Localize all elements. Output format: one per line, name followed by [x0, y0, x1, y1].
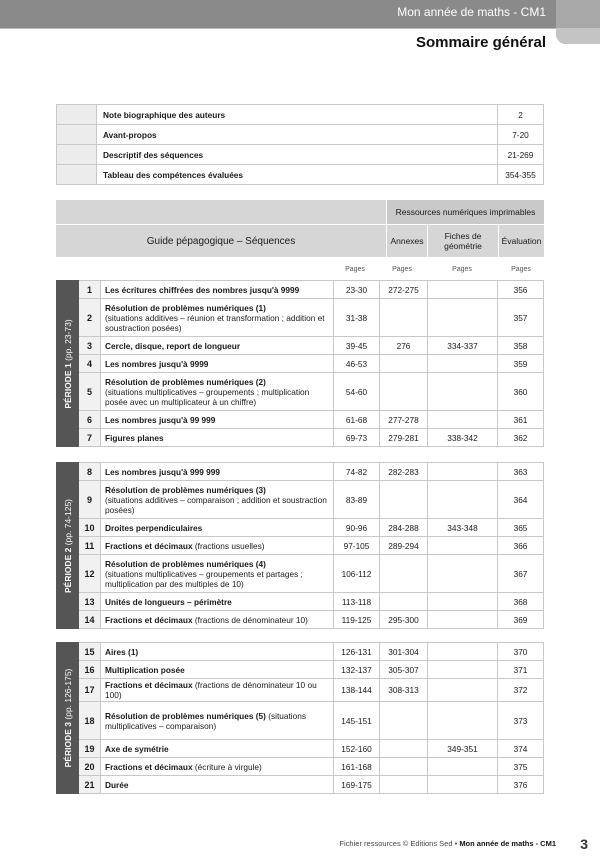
pages-label: Pages: [452, 266, 472, 273]
sequence-title-cell: [101, 776, 334, 794]
sequence-geometry: [428, 702, 498, 740]
sequence-title-cell: [101, 481, 334, 519]
sequence-title: Unités de longueurs – périmètre: [105, 596, 232, 607]
sequence-title-cell: [101, 411, 334, 429]
sequence-title: Les nombres jusqu'à 99 999: [105, 414, 216, 425]
sequence-annexes: [380, 593, 428, 611]
sequence-geometry: [428, 355, 498, 373]
sequence-evaluation: 358: [498, 337, 544, 355]
sequence-annexes: 301-304: [380, 643, 428, 661]
sequence-title-cell: [101, 740, 334, 758]
sequence-number: 12: [79, 555, 101, 593]
intro-label: Descriptif des séquences: [97, 145, 498, 165]
sequence-evaluation: 374: [498, 740, 544, 758]
sequence-pages: 69-73: [334, 429, 380, 447]
sequence-title-cell: [101, 281, 334, 299]
sequence-title: Figures planes: [105, 432, 164, 443]
sequence-annexes: 282-283: [380, 463, 428, 481]
footer-text: Fichier ressources © Editions Sed •: [339, 839, 458, 848]
sequence-annexes: 289-294: [380, 537, 428, 555]
sequence-evaluation: 373: [498, 702, 544, 740]
sequence-number: 14: [79, 611, 101, 629]
sequence-evaluation: 376: [498, 776, 544, 794]
sequence-title-cell: [101, 355, 334, 373]
sequence-number: 15: [79, 643, 101, 661]
sequence-pages: 61-68: [334, 411, 380, 429]
sequence-annexes: 272-275: [380, 281, 428, 299]
sequence-number: 17: [79, 679, 101, 702]
intro-label: Tableau des compétences évaluées: [97, 165, 498, 185]
sequence-title-cell: [101, 537, 334, 555]
sequence-row: [57, 661, 544, 679]
sequence-row: [57, 537, 544, 555]
sequence-geometry: 349-351: [428, 740, 498, 758]
sequence-geometry: [428, 679, 498, 702]
sequence-table: [56, 280, 544, 447]
sequence-pages: 138-144: [334, 679, 380, 702]
sequence-number: 1: [79, 281, 101, 299]
sequence-evaluation: 367: [498, 555, 544, 593]
sequence-row: [57, 643, 544, 661]
sequence-evaluation: 356: [498, 281, 544, 299]
sequence-annexes: [380, 355, 428, 373]
sequence-title-cell: [101, 679, 334, 702]
sequence-title-cell: [101, 661, 334, 679]
sequence-title: Multiplication posée: [105, 664, 185, 675]
sequence-table: [56, 462, 544, 629]
sequence-pages: 54-60: [334, 373, 380, 411]
annexes-header: Annexes: [387, 225, 427, 257]
sequence-pages: 113-118: [334, 593, 380, 611]
sequence-evaluation: 363: [498, 463, 544, 481]
sequence-evaluation: 365: [498, 519, 544, 537]
sequence-geometry: [428, 463, 498, 481]
sequence-title-cell: [101, 702, 334, 740]
sequence-evaluation: 370: [498, 643, 544, 661]
sequence-title-cell: [101, 373, 334, 411]
period-range: (pp. 23-73): [62, 318, 73, 361]
period-3-block: [56, 642, 544, 794]
sequence-annexes: [380, 702, 428, 740]
sequence-geometry: [428, 299, 498, 337]
sequence-title: Les nombres jusqu'à 9999: [105, 358, 209, 369]
sequence-geometry: 338-342: [428, 429, 498, 447]
sequence-geometry: [428, 758, 498, 776]
intro-pages: 2: [498, 105, 544, 125]
sequence-subtitle: (situations multiplicatives – groupements et partages ; multiplication par des multiples de 10): [105, 568, 303, 589]
sequence-geometry: [428, 373, 498, 411]
sequence-evaluation: 368: [498, 593, 544, 611]
intro-row: [57, 145, 544, 165]
sequence-row: [57, 519, 544, 537]
sequence-title: Les nombres jusqu'à 999 999: [105, 466, 220, 477]
sequence-title: Fractions et décimaux: [105, 761, 193, 772]
sequence-table: [56, 642, 544, 794]
intro-row: [57, 125, 544, 145]
sequence-geometry: [428, 776, 498, 794]
intro-label: Avant-propos: [97, 125, 498, 145]
sequence-pages: 90-96: [334, 519, 380, 537]
sequence-number: 11: [79, 537, 101, 555]
sequence-annexes: 279-281: [380, 429, 428, 447]
corner-tab: [556, 0, 600, 44]
sequence-geometry: [428, 537, 498, 555]
sequence-evaluation: 357: [498, 299, 544, 337]
sequence-pages: 83-89: [334, 481, 380, 519]
sequence-geometry: [428, 411, 498, 429]
sequence-title-cell: [101, 519, 334, 537]
sequence-subtitle: (fractions de dénominateur 10 ou 100): [105, 680, 317, 700]
sequence-pages: 119-125: [334, 611, 380, 629]
sequence-annexes: [380, 299, 428, 337]
sequence-evaluation: 364: [498, 481, 544, 519]
sequence-number: 21: [79, 776, 101, 794]
sequence-title-cell: [101, 299, 334, 337]
sequence-annexes: 295-300: [380, 611, 428, 629]
evaluation-header: Évaluation: [499, 225, 544, 257]
sequence-title: Fractions et décimaux: [105, 540, 193, 551]
pages-label-row: [56, 264, 544, 278]
sequence-annexes: [380, 373, 428, 411]
sequence-title: Droites perpendiculaires: [105, 522, 203, 533]
sequence-row: [57, 429, 544, 447]
sequence-row: [57, 481, 544, 519]
intro-row: [57, 165, 544, 185]
sequence-pages: 23-30: [334, 281, 380, 299]
sequence-subtitle: (situations additives – comparaison ; addition et soustraction posées): [105, 494, 327, 515]
sequence-number: 7: [79, 429, 101, 447]
period-name: PÉRIODE 1: [62, 362, 73, 409]
sequence-row: [57, 611, 544, 629]
sequence-evaluation: 360: [498, 373, 544, 411]
sequence-geometry: [428, 611, 498, 629]
sequence-evaluation: 366: [498, 537, 544, 555]
pages-label: Pages: [511, 266, 531, 273]
header-rule: [0, 28, 556, 29]
sequence-title: Fractions et décimaux: [105, 680, 193, 690]
page-title: Sommaire général: [415, 34, 546, 51]
sequence-title: Cercle, disque, report de longueur: [105, 340, 241, 351]
page-number: 3: [580, 836, 588, 852]
period-range: (pp. 126-175): [62, 668, 73, 720]
sequence-number: 13: [79, 593, 101, 611]
period-name: PÉRIODE 2: [62, 547, 73, 593]
sequence-geometry: 334-337: [428, 337, 498, 355]
sequence-row: [57, 555, 544, 593]
sequence-subtitle: (écriture à virgule): [194, 761, 262, 772]
sequence-number: 18: [79, 702, 101, 740]
sequence-subtitle: (fractions de dénominateur 10): [194, 614, 308, 625]
period-range: (pp. 74-125): [62, 498, 73, 545]
footer-brand: Mon année de maths - CM1: [459, 839, 556, 848]
sequence-evaluation: 371: [498, 661, 544, 679]
sequence-pages: 74-82: [334, 463, 380, 481]
sequence-annexes: [380, 758, 428, 776]
sequence-annexes: 284-288: [380, 519, 428, 537]
sequence-number: 6: [79, 411, 101, 429]
sequence-title: Résolution de problèmes numériques (4): [105, 558, 266, 569]
guide-header: Guide pépagogique – Séquences: [56, 225, 386, 257]
sequence-title: Résolution de problèmes numériques (2): [105, 376, 266, 387]
sequence-row: [57, 411, 544, 429]
sequence-annexes: [380, 740, 428, 758]
sequence-subtitle: (situations multiplicatives – comparaison): [105, 710, 307, 731]
period-side-label: [57, 281, 79, 447]
sequence-geometry: [428, 593, 498, 611]
intro-label: Note biographique des auteurs: [97, 105, 498, 125]
book-title: Mon année de maths - CM1: [397, 5, 546, 19]
sequence-annexes: [380, 555, 428, 593]
sequence-title-cell: [101, 463, 334, 481]
sequence-evaluation: 362: [498, 429, 544, 447]
sequence-annexes: [380, 776, 428, 794]
sequence-row: [57, 355, 544, 373]
sequence-pages: 39-45: [334, 337, 380, 355]
intro-pages: 354-355: [498, 165, 544, 185]
sequence-pages: 161-168: [334, 758, 380, 776]
period-side-label: [57, 463, 79, 629]
sequence-pages: 169-175: [334, 776, 380, 794]
sequence-title: Durée: [105, 779, 129, 790]
sequence-pages: 126-131: [334, 643, 380, 661]
sequence-row: [57, 758, 544, 776]
sequence-annexes: 308-313: [380, 679, 428, 702]
sequence-subtitle: (situations multiplicatives – groupements ; multiplication posée avec un multiplicateur à un chiffre): [105, 386, 310, 407]
sequence-geometry: [428, 661, 498, 679]
sequence-pages: 145-151: [334, 702, 380, 740]
sequence-subtitle: (fractions usuelles): [194, 540, 265, 551]
sequence-number: 16: [79, 661, 101, 679]
sequence-title-cell: [101, 611, 334, 629]
sequence-title: Résolution de problèmes numériques (1): [105, 302, 266, 313]
intro-table: [56, 104, 544, 185]
pages-label: Pages: [345, 266, 365, 273]
sequence-number: 2: [79, 299, 101, 337]
sequence-number: 3: [79, 337, 101, 355]
sequence-geometry: [428, 481, 498, 519]
sequence-row: [57, 702, 544, 740]
sequence-evaluation: 369: [498, 611, 544, 629]
sequence-annexes: 305-307: [380, 661, 428, 679]
resources-header: Ressources numériques imprimables: [387, 200, 544, 224]
sequence-number: 8: [79, 463, 101, 481]
sequence-annexes: [380, 481, 428, 519]
sequence-number: 10: [79, 519, 101, 537]
sequence-number: 19: [79, 740, 101, 758]
sequence-pages: 97-105: [334, 537, 380, 555]
sequence-annexes: 277-278: [380, 411, 428, 429]
sequence-row: [57, 373, 544, 411]
period-2-block: [56, 462, 544, 629]
sequence-pages: 152-160: [334, 740, 380, 758]
sequence-evaluation: 375: [498, 758, 544, 776]
sequence-row: [57, 299, 544, 337]
sequence-row: [57, 679, 544, 702]
sequence-number: 9: [79, 481, 101, 519]
pages-label: Pages: [392, 266, 412, 273]
sequence-row: [57, 740, 544, 758]
sequence-row: [57, 463, 544, 481]
sequence-title: Aires (1): [105, 646, 139, 657]
intro-row: [57, 105, 544, 125]
sequence-pages: 132-137: [334, 661, 380, 679]
sequence-title-cell: [101, 429, 334, 447]
sequence-title: Résolution de problèmes numériques (3): [105, 484, 266, 495]
sequence-title: Résolution de problèmes numériques (5): [105, 710, 266, 721]
sequence-row: [57, 337, 544, 355]
period-side-label: [57, 643, 79, 794]
sequence-title-cell: [101, 643, 334, 661]
sequence-number: 5: [79, 373, 101, 411]
sequence-pages: 46-53: [334, 355, 380, 373]
sequence-row: [57, 776, 544, 794]
sequence-pages: 106-112: [334, 555, 380, 593]
table-header-row-1: [56, 200, 544, 224]
fiches-header: Fiches de géométrie: [428, 225, 498, 257]
sequence-geometry: [428, 643, 498, 661]
footer: [339, 839, 556, 848]
sequence-title: Axe de symétrie: [105, 743, 169, 754]
sequence-geometry: 343-348: [428, 519, 498, 537]
sequence-pages: 31-38: [334, 299, 380, 337]
period-1-block: [56, 280, 544, 447]
sequence-geometry: [428, 281, 498, 299]
table-header-row-2: [56, 225, 544, 257]
sequence-title-cell: [101, 337, 334, 355]
sequence-evaluation: 372: [498, 679, 544, 702]
intro-pages: 21-269: [498, 145, 544, 165]
sequence-row: [57, 593, 544, 611]
sequence-evaluation: 361: [498, 411, 544, 429]
sequence-number: 20: [79, 758, 101, 776]
sequence-annexes: 276: [380, 337, 428, 355]
sequence-row: [57, 281, 544, 299]
intro-pages: 7-20: [498, 125, 544, 145]
sequence-evaluation: 359: [498, 355, 544, 373]
sequence-title-cell: [101, 555, 334, 593]
sequence-geometry: [428, 555, 498, 593]
sequence-title: Les écritures chiffrées des nombres jusqu'à 9999: [105, 284, 300, 295]
sequence-title-cell: [101, 758, 334, 776]
period-name: PÉRIODE 3: [62, 722, 73, 768]
sequence-title: Fractions et décimaux: [105, 614, 193, 625]
sequence-number: 4: [79, 355, 101, 373]
sequence-subtitle: (situations additives – réunion et transformation ; addition et soustraction posées): [105, 312, 325, 333]
sequence-title-cell: [101, 593, 334, 611]
